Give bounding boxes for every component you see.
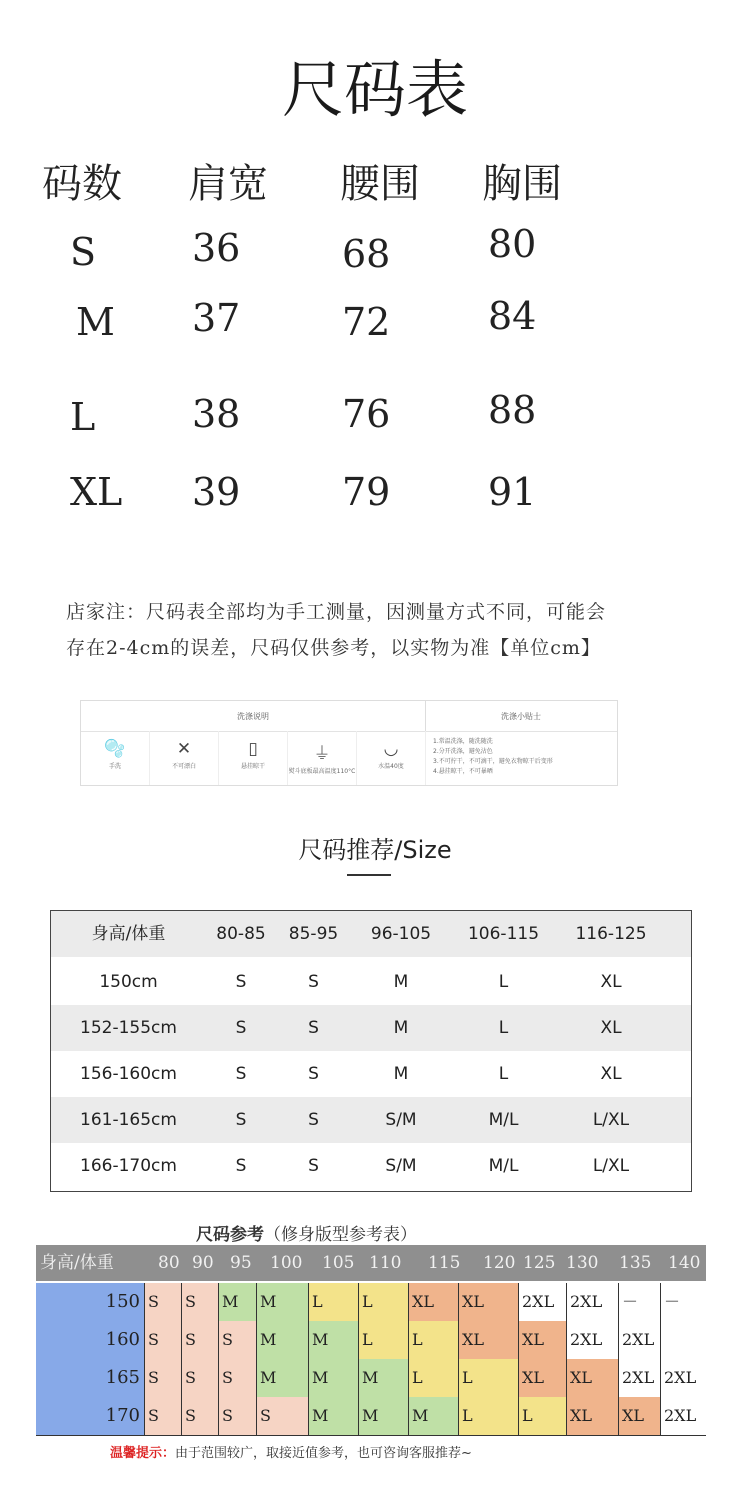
recommend-cell: 156-160cm — [80, 1064, 177, 1084]
reference-cell: S — [218, 1321, 256, 1359]
care-icon-label: 悬挂晾干 — [240, 763, 265, 770]
size-chart-cell: 72 — [342, 300, 391, 344]
note-line-1: 店家注：尺码表全部均为手工测量，因测量方式不同，可能会 — [66, 601, 607, 623]
care-tips — [433, 737, 553, 777]
reference-header-row — [36, 1245, 706, 1281]
reference-row — [36, 1359, 706, 1398]
reference-cell: M — [256, 1283, 308, 1321]
size-chart-cell: M — [76, 300, 115, 344]
reference-cell: L — [408, 1321, 458, 1359]
reference-cell: XL — [566, 1359, 618, 1397]
reference-header-cell: 140 — [668, 1253, 701, 1273]
reference-row-label: 160 — [36, 1321, 144, 1359]
warm-tip-label: 温馨提示： — [110, 1446, 176, 1461]
recommend-cell: M — [393, 1018, 409, 1038]
title-underline — [347, 874, 391, 876]
recommend-cell: XL — [600, 972, 622, 992]
reference-cell: S — [218, 1397, 256, 1435]
reference-cell: M — [308, 1359, 358, 1397]
size-chart-cell: 79 — [342, 470, 391, 514]
reference-cell: L — [458, 1359, 518, 1397]
reference-caption-sub: （修身版型参考表） — [264, 1225, 417, 1245]
reference-cell: XL — [518, 1321, 566, 1359]
size-chart-cell: 80 — [488, 222, 537, 266]
reference-row-label: 150 — [36, 1283, 144, 1321]
care-icon-cell — [219, 731, 288, 785]
size-chart-cell: S — [70, 230, 97, 274]
care-instructions-panel — [80, 700, 618, 786]
care-right-title: 洗涤小贴士 — [501, 712, 541, 721]
recommend-cell: M — [393, 1064, 409, 1084]
size-chart-cell: 84 — [488, 294, 537, 338]
care-icon-label: 手洗 — [108, 763, 121, 770]
care-icon-label: 水温40度 — [378, 763, 404, 770]
reference-cell: M — [358, 1359, 408, 1397]
reference-cell: XL — [408, 1283, 458, 1321]
reference-cell: S — [181, 1321, 218, 1359]
no-bleach-icon: ✕ — [176, 739, 192, 759]
reference-cell: 2XL — [566, 1321, 618, 1359]
reference-cell: 2XL — [660, 1359, 706, 1397]
reference-cell: L — [458, 1397, 518, 1435]
care-icon-cell — [288, 731, 357, 785]
care-tip: 3.不可拧干，不可滴干，避免衣物晾干后变形 — [433, 758, 553, 765]
size-reference-table — [36, 1220, 706, 1435]
reference-header-cell: 100 — [270, 1253, 303, 1273]
reference-header-cell: 115 — [428, 1253, 461, 1273]
reference-cell — [660, 1321, 706, 1359]
size-chart-cell: 76 — [342, 392, 391, 436]
care-icon-label: 不可漂白 — [171, 763, 196, 770]
reference-cell: L — [308, 1283, 358, 1321]
reference-cell: M — [256, 1359, 308, 1397]
recommend-cell: M — [393, 972, 409, 992]
recommend-cell: L — [498, 1064, 509, 1084]
recommend-header-cell: 85-95 — [288, 924, 339, 944]
reference-header-cell: 105 — [322, 1253, 355, 1273]
care-left-title: 洗涤说明 — [237, 712, 269, 721]
reference-caption: 尺码参考（修身版型参考表） — [196, 1225, 417, 1245]
recommend-header-cell: 106-115 — [467, 924, 540, 944]
care-tip: 2.分开洗涤，避免沾色 — [433, 748, 493, 755]
reference-cell: XL — [458, 1321, 518, 1359]
reference-cell: L — [358, 1321, 408, 1359]
recommend-row — [51, 1051, 691, 1097]
reference-cell: S — [218, 1359, 256, 1397]
recommend-cell: 166-170cm — [80, 1156, 177, 1176]
reference-cell: S — [144, 1359, 181, 1397]
water-temp-icon: ◡ — [383, 739, 399, 759]
reference-cell: M — [218, 1283, 256, 1321]
recommend-cell: M/L — [488, 1110, 519, 1130]
care-tip: 1.常温洗涤，随洗随洗 — [433, 738, 493, 745]
size-recommend-table — [50, 910, 692, 1192]
recommend-cell: L — [498, 972, 509, 992]
recommend-cell: S — [308, 1110, 319, 1130]
size-chart-cell: 39 — [192, 470, 241, 514]
size-chart-cell: XL — [70, 470, 123, 514]
recommend-header-cell: 身高/体重 — [91, 924, 166, 944]
recommend-cell: 161-165cm — [80, 1110, 177, 1130]
reference-header-cell: 120 — [483, 1253, 516, 1273]
warm-tip-text: 由于范围较广，取接近值参考，也可咨询客服推荐~ — [175, 1446, 472, 1461]
reference-cell: M — [408, 1397, 458, 1435]
reference-cell: 2XL — [566, 1283, 618, 1321]
recommend-cell: S — [308, 972, 319, 992]
size-chart-cell: 38 — [192, 392, 241, 436]
reference-cell: L — [358, 1283, 408, 1321]
care-icon-cell — [357, 731, 426, 785]
reference-cell: M — [308, 1397, 358, 1435]
recommend-row — [51, 959, 691, 1005]
reference-cell: 2XL — [618, 1359, 660, 1397]
recommend-cell: L/XL — [592, 1110, 630, 1130]
recommend-cell: S/M — [385, 1110, 417, 1130]
recommend-cell: S — [308, 1156, 319, 1176]
recommend-header-cell: 80-85 — [216, 924, 266, 944]
reference-cell: S — [144, 1397, 181, 1435]
reference-cell: XL — [618, 1397, 660, 1435]
reference-cell: S — [256, 1397, 308, 1435]
reference-cell: S — [144, 1283, 181, 1321]
reference-header-cell: 95 — [230, 1253, 252, 1273]
recommend-cell: S — [235, 1018, 247, 1038]
hand-wash-icon: 🫧 — [104, 739, 126, 759]
recommend-cell: 152-155cm — [80, 1018, 177, 1038]
reference-cell: 2XL — [518, 1283, 566, 1321]
recommend-row — [51, 1097, 691, 1143]
recommend-header-cell: 116-125 — [575, 924, 647, 944]
recommend-cell: S — [308, 1018, 319, 1038]
reference-cell: S — [144, 1321, 181, 1359]
reference-header-cell: 90 — [192, 1253, 214, 1273]
recommend-cell: S/M — [385, 1156, 417, 1176]
recommend-cell: S — [235, 1156, 247, 1176]
reference-header-cell: 身高/体重 — [40, 1253, 114, 1273]
reference-header-cell: 125 — [523, 1253, 556, 1273]
reference-cell: L — [518, 1397, 566, 1435]
size-chart-header: 胸围 — [482, 161, 562, 207]
store-note — [66, 594, 706, 666]
reference-header-cell: 130 — [566, 1253, 599, 1273]
size-chart-cell: 37 — [192, 296, 241, 340]
reference-row — [36, 1283, 706, 1322]
reference-header-cell: 80 — [158, 1253, 180, 1273]
recommend-cell: S — [235, 1110, 247, 1130]
warm-tip — [110, 1442, 472, 1461]
size-chart-cell: 68 — [342, 232, 391, 276]
reference-cell: － — [618, 1283, 660, 1321]
recommend-cell: M/L — [488, 1156, 519, 1176]
reference-cell: XL — [566, 1397, 618, 1435]
size-chart-cell: 91 — [488, 470, 537, 514]
care-icon-cell — [150, 731, 219, 785]
reference-cell: XL — [458, 1283, 518, 1321]
reference-row-label: 165 — [36, 1359, 144, 1397]
care-icon-cell — [81, 731, 150, 785]
recommend-row — [51, 1005, 691, 1051]
hang-dry-icon: ▯ — [248, 739, 258, 759]
reference-cell: S — [181, 1397, 218, 1435]
page-title: 尺码表 — [281, 53, 468, 126]
iron-icon: ⏚ — [313, 744, 331, 764]
reference-cell: M — [308, 1321, 358, 1359]
reference-row — [36, 1321, 706, 1360]
reference-cell: M — [256, 1321, 308, 1359]
reference-cell: 2XL — [618, 1321, 660, 1359]
recommend-cell: S — [235, 1064, 247, 1084]
size-chart-header: 码数 — [42, 161, 122, 207]
reference-row-label: 170 — [36, 1397, 144, 1435]
size-chart-cell: 88 — [488, 388, 537, 432]
recommend-cell: 150cm — [99, 972, 158, 992]
care-tip: 4.悬挂晾干，不可暴晒 — [433, 768, 493, 775]
recommend-cell: L — [498, 1018, 509, 1038]
recommend-cell: S — [235, 972, 247, 992]
reference-row — [36, 1397, 706, 1436]
recommend-cell: XL — [600, 1018, 622, 1038]
recommend-row — [51, 1143, 691, 1189]
size-chart-header: 腰围 — [340, 161, 420, 207]
reference-cell: 2XL — [660, 1397, 706, 1435]
reference-cell: L — [408, 1359, 458, 1397]
care-icon-label: 熨斗底板最高温度110°C — [288, 768, 356, 775]
recommend-cell: S — [308, 1064, 319, 1084]
recommend-header-row — [51, 911, 691, 957]
reference-cell: S — [181, 1283, 218, 1321]
reference-cell: － — [660, 1283, 706, 1321]
reference-header-cell: 135 — [619, 1253, 652, 1273]
reference-cell: XL — [518, 1359, 566, 1397]
recommend-cell: XL — [600, 1064, 622, 1084]
recommend-cell: L/XL — [592, 1156, 630, 1176]
reference-cell: M — [358, 1397, 408, 1435]
recommend-header-cell: 96-105 — [370, 924, 432, 944]
note-line-2: 存在2-4cm的误差，尺码仅供参考，以实物为准【单位cm】 — [66, 637, 601, 659]
reference-header-cell: 110 — [369, 1253, 402, 1273]
recommend-title: 尺码推荐/Size — [298, 836, 452, 864]
size-chart-cell: 36 — [192, 226, 241, 270]
size-chart-header: 肩宽 — [188, 161, 268, 207]
size-chart-cell: L — [70, 395, 96, 439]
reference-cell: S — [181, 1359, 218, 1397]
